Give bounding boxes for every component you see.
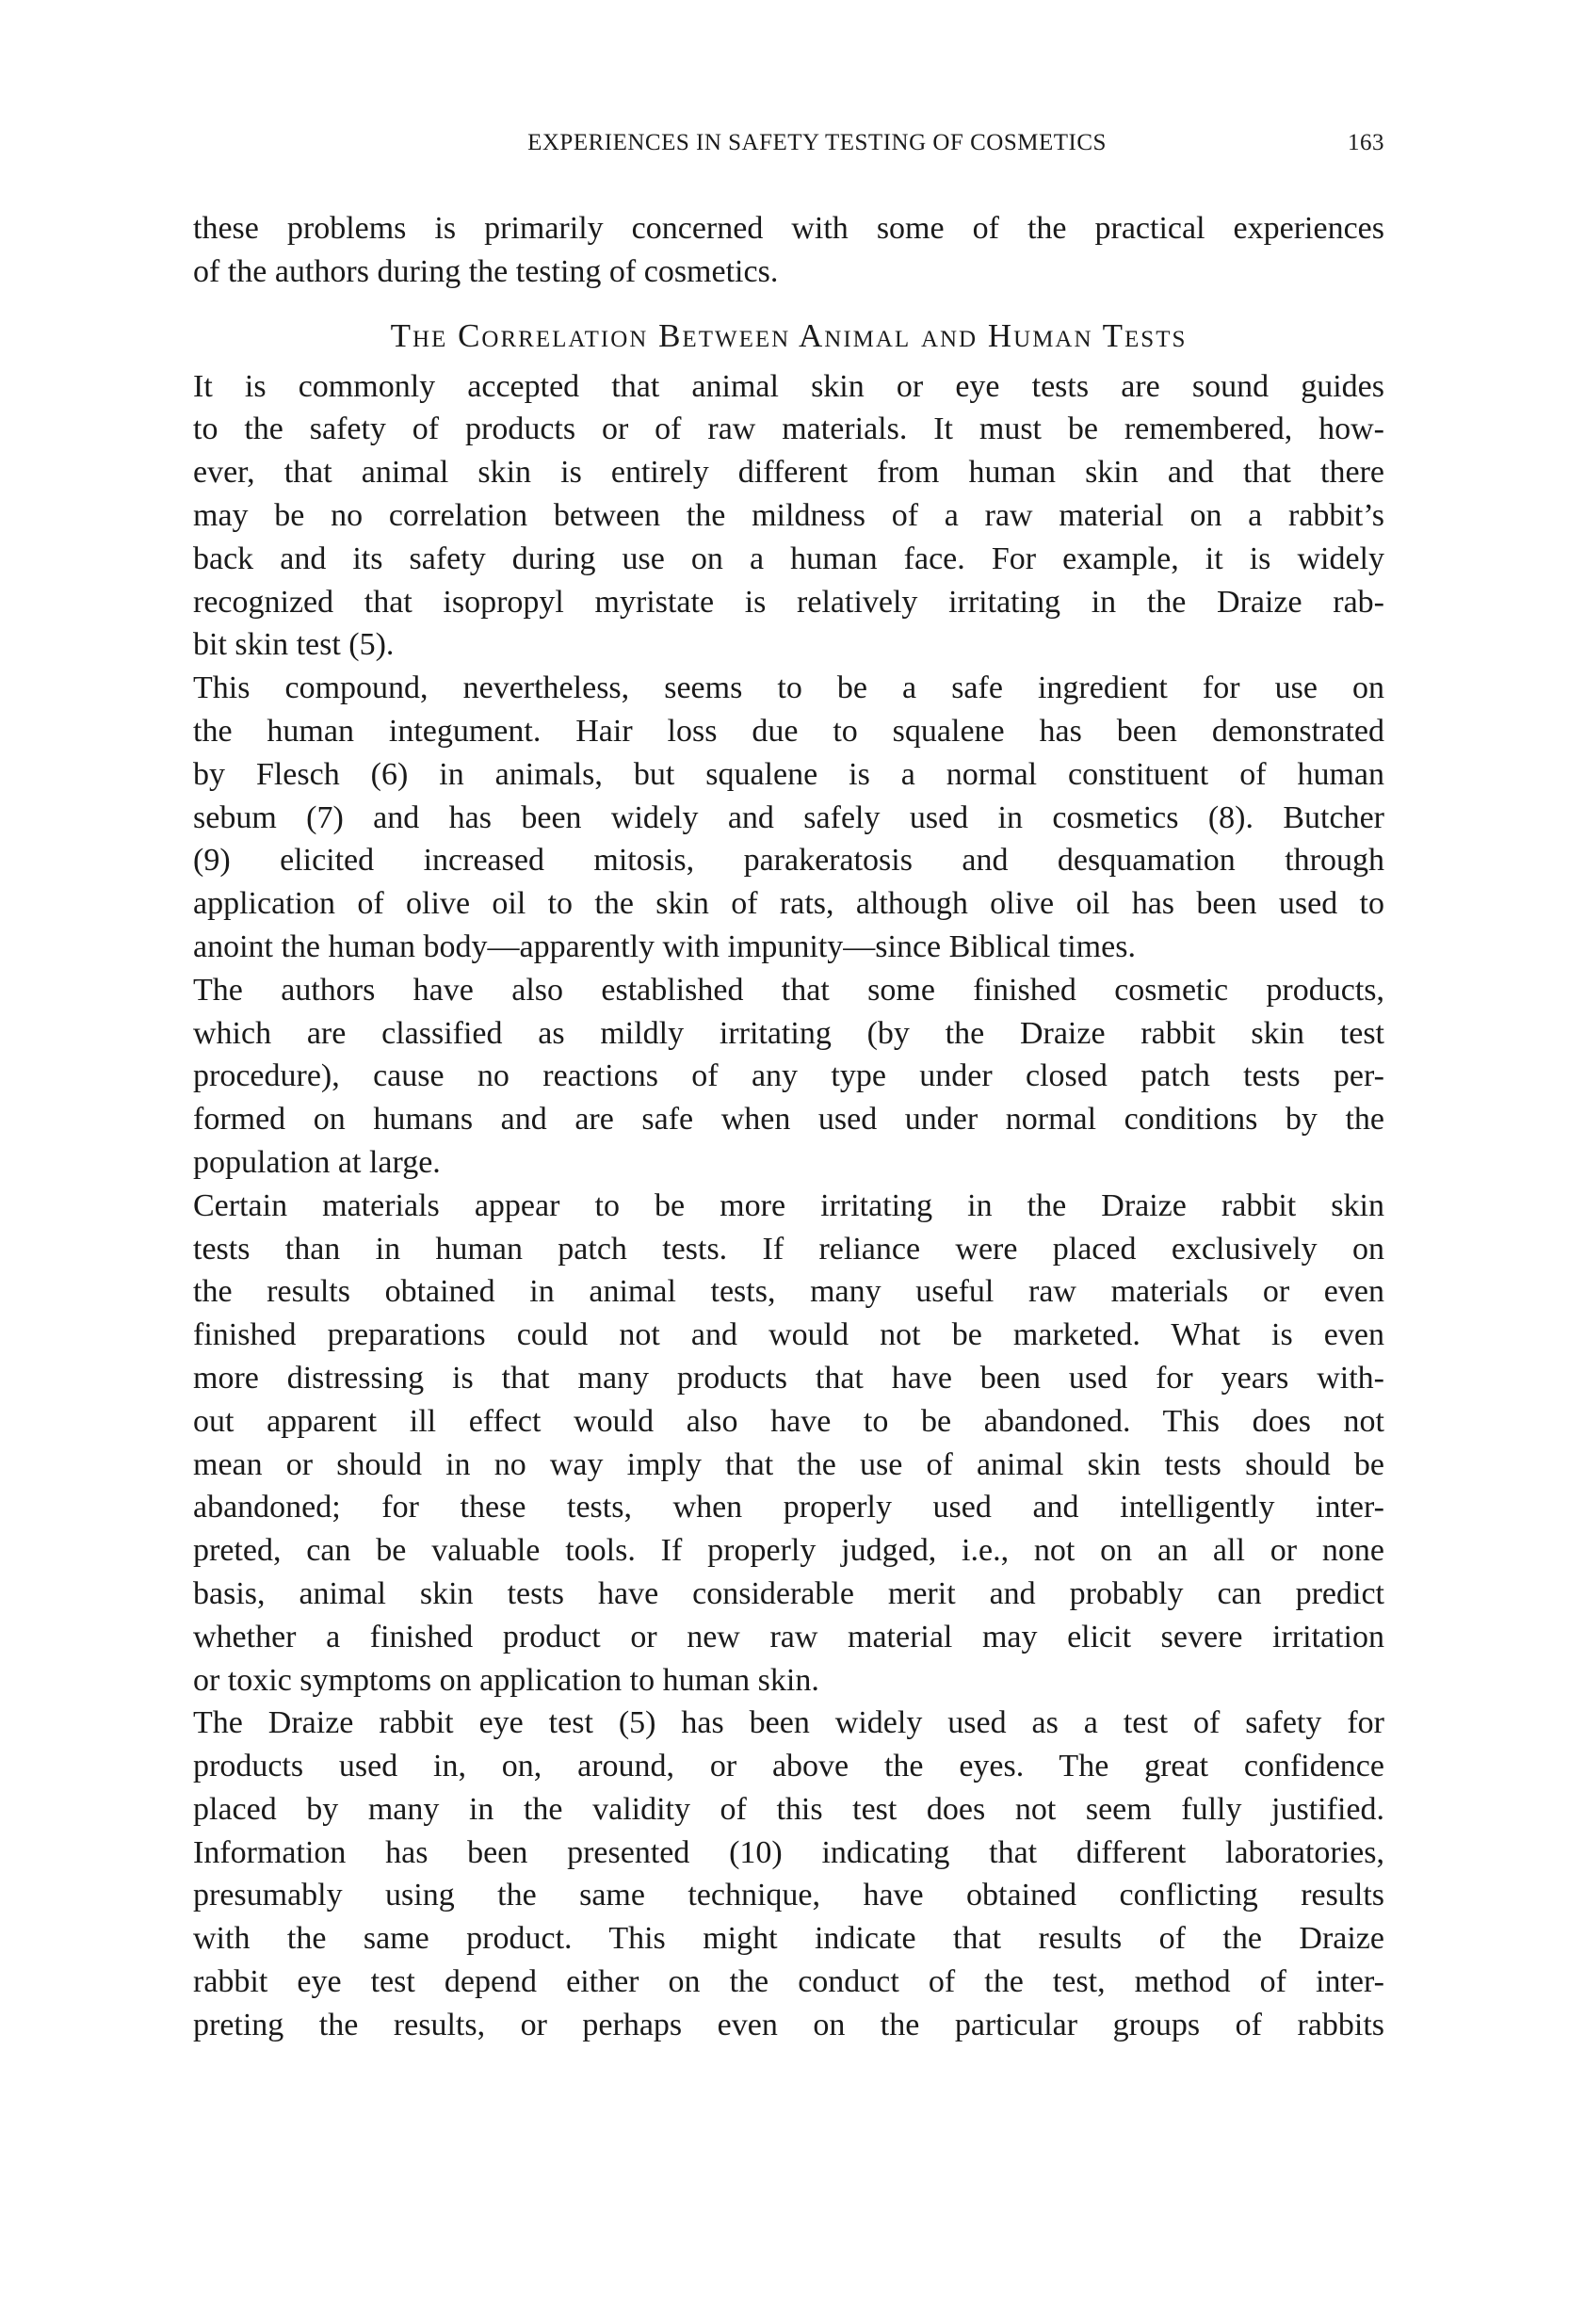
text-line: may be no correlation between the mildness of a raw material on a rabbit’s [193,497,1384,533]
paragraph-1 [193,365,1384,668]
section-heading: The Correlation Between Animal and Human Tests [390,316,1188,354]
page-number: 163 [1348,130,1384,155]
text-line: preted, can be valuable tools. If properly judged, i.e., not on an all or none [193,1533,1384,1569]
text-line: the human integument. Hair loss due to squalene has been demonstrated [193,713,1384,749]
text-line: Certain materials appear to be more irritating in the Draize rabbit skin [193,1187,1384,1223]
text-line: preting the results, or perhaps even on the particular groups of rabbits [193,2007,1384,2042]
text-line: rabbit eye test depend either on the conduct of the test, method of inter- [193,1964,1384,2000]
text-line: sebum (7) and has been widely and safely used in cosmetics (8). Butcher [193,799,1384,835]
text-line: by Flesch (6) in animals, but squalene is a normal constituent of human [193,756,1384,792]
text-line: bit skin test (5). [193,627,395,663]
text-line: these problems is primarily concerned with some of the practical experiences [193,211,1384,246]
running-head [193,130,1384,168]
text-line: mean or should in no way imply that the use of animal skin tests should be [193,1446,1384,1482]
running-head-title-wrap [193,130,1384,156]
text-line: This compound, nevertheless, seems to be a safe ingredient for use on [193,670,1384,706]
text-line: Information has been presented (10) indicating that different laboratories, [193,1834,1384,1870]
text-line: procedure), cause no reactions of any type under closed patch tests per- [193,1058,1384,1094]
text-line: abandoned; for these tests, when properly used and intelligently inter- [193,1490,1384,1525]
text-line: recognized that isopropyl myristate is relatively irritating in the Draize rab- [193,584,1384,620]
text-line: The Draize rabbit eye test (5) has been widely used as a test of safety for [193,1705,1384,1741]
text-line: finished preparations could not and would not be marketed. What is even [193,1317,1384,1353]
opening-paragraph [193,207,1384,294]
text-line: to the safety of products or of raw materials. It must be remembered, how- [193,412,1384,447]
text-line: with the same product. This might indicate that results of the Draize [193,1921,1384,1957]
body-text [193,207,1384,2047]
text-line: formed on humans and are safe when used under normal conditions by the [193,1102,1384,1138]
text-line: The authors have also established that some finished cosmetic products, [193,972,1384,1008]
text-line: tests than in human patch tests. If reliance were placed exclusively on [193,1231,1384,1267]
text-line: out apparent ill effect would also have to be abandoned. This does not [193,1403,1384,1439]
text-line: population at large. [193,1144,441,1180]
text-line: (9) elicited increased mitosis, parakeratosis and desquamation through [193,843,1384,879]
paragraph-3 [193,969,1384,1185]
paragraph-4 [193,1185,1384,1703]
text-line: the results obtained in animal tests, many useful raw materials or even [193,1274,1384,1310]
text-line: or toxic symptoms on application to human skin. [193,1662,819,1698]
text-line: more distressing is that many products that have been used for years with- [193,1360,1384,1396]
text-line: ever, that animal skin is entirely different from human skin and that there [193,455,1384,491]
text-line: application of olive oil to the skin of rats, although olive oil has been used to [193,886,1384,922]
paragraph-2 [193,667,1384,969]
text-line: back and its safety during use on a human face. For example, it is widely [193,541,1384,576]
text-line: presumably using the same technique, have obtained conflicting results [193,1878,1384,1913]
text-line: placed by many in the validity of this test does not seem fully justified. [193,1791,1384,1827]
text-line: of the authors during the testing of cosmetics. [193,253,779,289]
text-line: It is commonly accepted that animal skin or eye tests are sound guides [193,368,1384,404]
text-line: products used in, on, around, or above the eyes. The great confidence [193,1749,1384,1784]
paragraph-5 [193,1702,1384,2046]
text-line: basis, animal skin tests have considerable merit and probably can predict [193,1575,1384,1611]
text-line: anoint the human body—apparently with impunity—since Biblical times. [193,928,1136,964]
text-line: whether a finished product or new raw material may elicit severe irritation [193,1619,1384,1654]
running-head-title: EXPERIENCES IN SAFETY TESTING OF COSMETICS [527,130,1107,155]
text-line: which are classified as mildly irritating (by the Draize rabbit skin test [193,1015,1384,1051]
